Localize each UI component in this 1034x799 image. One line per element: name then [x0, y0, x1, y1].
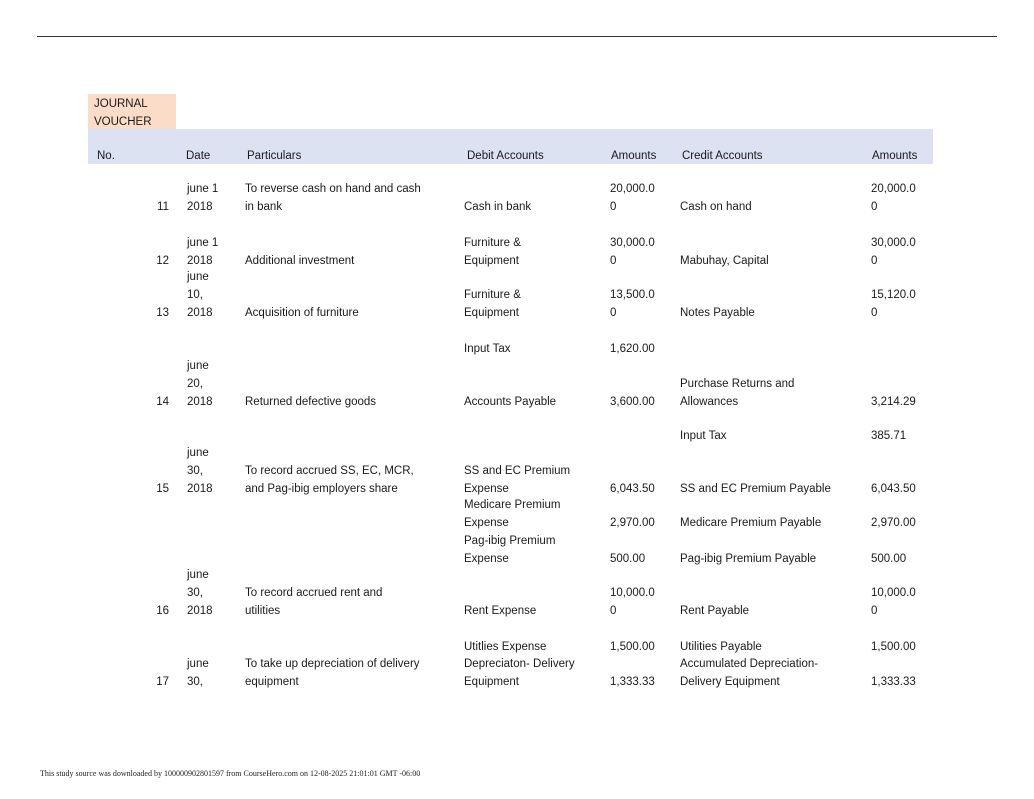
credit-amount: 15,120.0 0 [871, 289, 916, 319]
entry-date: june 1 2018 [187, 183, 219, 213]
entry-particulars: Additional investment [245, 255, 355, 267]
entry-particulars: To record accrued rent and utilities [245, 587, 383, 617]
header-debit-amounts: Amounts [611, 150, 657, 162]
credit-amount: 20,000.0 0 [871, 183, 916, 213]
debit-amount: 1,500.00 [610, 641, 655, 653]
credit-account: Pag-ibig Premium Payable [680, 553, 817, 565]
debit-amount: 13,500.0 0 [610, 289, 655, 319]
debit-account: Furniture & Equipment [464, 237, 521, 267]
entry-date: june 30, 2018 [187, 447, 213, 495]
debit-amount: 500.00 [610, 553, 646, 565]
entry-no: 14 [156, 396, 169, 408]
credit-account: SS and EC Premium Payable [680, 483, 831, 495]
credit-amount: 1,333.33 [871, 676, 916, 688]
entry-no: 11 [157, 201, 169, 213]
entry-particulars: Acquisition of furniture [245, 307, 359, 319]
entry-no: 15 [156, 483, 169, 495]
debit-account: Depreciaton- Delivery Equipment [464, 658, 575, 688]
entry-no: 13 [156, 307, 169, 319]
journal-voucher-title: JOURNAL VOUCHER [88, 94, 176, 130]
debit-account: Utitlies Expense [464, 641, 547, 653]
entry-particulars: To record accrued SS, EC, MCR, and Pag-ibig employers share [245, 465, 414, 495]
debit-account: Pag-ibig Premium Expense [464, 535, 556, 565]
entry-date: june 10, 2018 [187, 271, 213, 319]
header-date: Date [186, 150, 211, 162]
debit-amount: 6,043.50 [610, 483, 655, 495]
header-credit-amounts: Amounts [872, 150, 918, 162]
credit-amount: 3,214.29 [871, 396, 916, 408]
entry-particulars: To reverse cash on hand and cash in bank [245, 183, 421, 213]
entry-date: june 1 2018 [187, 237, 219, 267]
credit-amount: 10,000.0 0 [871, 587, 916, 617]
debit-account: SS and EC Premium Expense [464, 465, 571, 495]
header-no: No. [97, 150, 115, 162]
credit-account: Input Tax [680, 430, 727, 442]
header-credit-accounts: Credit Accounts [682, 150, 763, 162]
credit-account: Utilities Payable [680, 641, 762, 653]
debit-amount: 2,970.00 [610, 517, 655, 529]
debit-amount: 1,620.00 [610, 343, 655, 355]
credit-amount: 2,970.00 [871, 517, 916, 529]
debit-amount: 1,333.33 [610, 676, 655, 688]
entry-date: june 20, 2018 [187, 360, 213, 408]
credit-account: Cash on hand [680, 201, 752, 213]
debit-account: Input Tax [464, 343, 511, 355]
credit-account: Rent Payable [680, 605, 750, 617]
entry-no: 12 [156, 255, 169, 267]
credit-account: Notes Payable [680, 307, 755, 319]
credit-amount: 6,043.50 [871, 483, 916, 495]
credit-amount: 500.00 [871, 553, 907, 565]
entry-no: 17 [156, 676, 169, 688]
entry-date: june 30, 2018 [187, 569, 213, 617]
debit-amount: 10,000.0 0 [610, 587, 655, 617]
credit-amount: 385.71 [871, 430, 907, 442]
top-rule [37, 36, 997, 37]
credit-account: Purchase Returns and Allowances [680, 378, 795, 408]
debit-amount: 30,000.0 0 [610, 237, 655, 267]
download-footer: This study source was downloaded by 100000902801597 from CourseHero.com on 12-08-2025 21:01:01 GMT -06:00 [40, 769, 421, 778]
debit-account: Accounts Payable [464, 396, 557, 408]
debit-account: Cash in bank [464, 201, 532, 213]
credit-account: Medicare Premium Payable [680, 517, 822, 529]
header-debit-accounts: Debit Accounts [467, 150, 544, 162]
entry-date: june 30, [187, 658, 209, 688]
credit-amount: 30,000.0 0 [871, 237, 916, 267]
debit-account: Rent Expense [464, 605, 537, 617]
entry-particulars: To take up depreciation of delivery equipment [245, 658, 420, 688]
credit-amount: 1,500.00 [871, 641, 916, 653]
credit-account: Mabuhay, Capital [680, 255, 769, 267]
entry-particulars: Returned defective goods [245, 396, 377, 408]
debit-amount: 3,600.00 [610, 396, 655, 408]
debit-account: Medicare Premium Expense [464, 499, 561, 529]
entry-no: 16 [156, 605, 169, 617]
debit-amount: 20,000.0 0 [610, 183, 655, 213]
debit-account: Furniture & Equipment [464, 289, 521, 319]
credit-account: Accumulated Depreciation- Delivery Equipment [680, 658, 819, 688]
header-particulars: Particulars [247, 150, 302, 162]
